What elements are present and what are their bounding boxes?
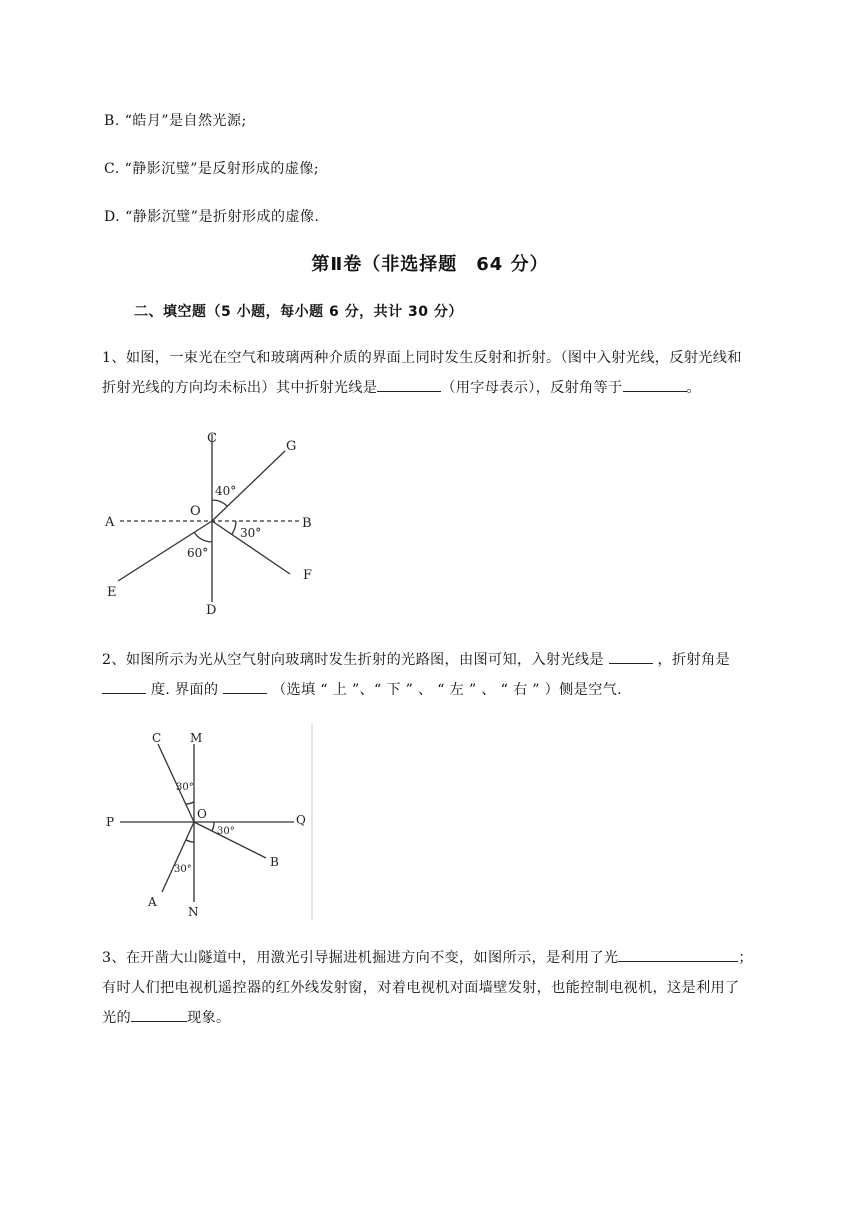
question-1-line-2: [102, 373, 802, 403]
question-2-line-2: [102, 675, 802, 705]
q1-blank-reflection-angle[interactable]: [623, 377, 687, 392]
fig1-label-o: O: [190, 504, 201, 519]
q3-blank-phenomenon[interactable]: [131, 1007, 187, 1022]
q1-text-a: 折射光线的方向均未标出）其中折射光线是: [102, 380, 378, 396]
q1-blank-refracted-ray[interactable]: [377, 377, 441, 392]
fig1-angle-top: 40°: [215, 484, 237, 498]
question-1-line-1: 1、如图，一束光在空气和玻璃两种介质的界面上同时发生反射和折射。（图中入射光线，反射光线和: [102, 350, 742, 366]
q1-text-c: 。: [686, 380, 702, 396]
fig1-label-f: F: [303, 568, 313, 583]
option-d: D. “静影沉璧”是折射形成的虚像.: [104, 209, 320, 225]
fig2-label-o: O: [197, 807, 207, 821]
q2-text-b: ，折射角是: [657, 652, 730, 668]
q1-text-b: （用字母表示），反射角等于: [441, 380, 623, 396]
section-title: 第Ⅱ卷（非选择题 64 分）: [311, 254, 549, 275]
question-3-line-3: [102, 1003, 802, 1033]
fig2-label-b: B: [270, 855, 279, 869]
fig1-angle-arc-top: [212, 500, 227, 506]
figure-1-light-diagram: [100, 424, 330, 620]
fig2-ray-oa: [162, 822, 194, 892]
question-3-line-2: 有时人们把电视机遥控器的红外线发射窗，对着电视机对面墙壁发射，也能控制电视机，这是利用了: [102, 980, 740, 996]
fig1-angle-bottom: 60°: [187, 546, 209, 560]
fig1-label-e: E: [107, 585, 117, 600]
fig2-angle-arc-right: [212, 822, 214, 831]
fig2-label-a: A: [148, 895, 157, 909]
q3-text-c: 光的: [102, 1010, 131, 1026]
figure-2-refraction-diagram: [100, 722, 316, 922]
fig2-angle-arc-bottom: [186, 840, 194, 842]
question-3-line-1: [102, 943, 802, 973]
option-c: C. “静影沉璧”是反射形成的虚像;: [104, 161, 320, 177]
fig2-angle-bottom: 30°: [174, 864, 192, 875]
fig1-label-d: D: [206, 603, 217, 618]
q3-text-b: ；: [738, 950, 753, 966]
fig1-angle-arc-bottom: [194, 532, 212, 542]
fig2-angle-arc-top: [186, 802, 194, 804]
fig2-label-m: M: [190, 731, 203, 745]
q2-text-a: 2、如图所示为光从空气射向玻璃时发生折射的光路图，由图可知，入射光线是: [102, 652, 604, 668]
q2-text-d: （选填 “ 上 ”、“ 下 ” 、 “ 左 ” 、 “ 右 ” ）侧是空气.: [272, 682, 622, 698]
q3-blank-propagation[interactable]: [618, 947, 738, 962]
fig2-angle-top: 30°: [176, 782, 194, 793]
fig2-label-q: Q: [296, 813, 306, 827]
fig2-label-c: C: [152, 731, 162, 745]
q3-text-d: 现象。: [186, 1010, 231, 1026]
fig1-label-g: G: [286, 439, 297, 454]
fig1-angle-arc-right: [232, 521, 236, 534]
q2-blank-refraction-angle[interactable]: [102, 679, 146, 694]
fig2-label-p: P: [106, 815, 115, 829]
fig1-angle-right: 30°: [240, 526, 262, 540]
q2-text-c: 度. 界面的: [150, 682, 219, 698]
option-b: B. “皓月”是自然光源;: [104, 113, 247, 129]
section-subtitle: 二、填空题（5 小题，每小题 6 分，共计 30 分）: [134, 304, 463, 320]
fig1-label-b: B: [302, 516, 312, 531]
fig1-label-a: A: [105, 515, 115, 530]
q2-blank-incident-ray[interactable]: [609, 649, 653, 664]
q3-text-a: 3、在开凿大山隧道中，用激光引导掘进机掘进方向不变，如图所示，是利用了光: [102, 950, 619, 966]
question-3: [102, 943, 802, 1033]
fig2-angle-right: 30°: [217, 826, 235, 837]
fig2-label-n: N: [188, 905, 199, 919]
question-2: [102, 645, 802, 705]
q2-blank-air-side[interactable]: [223, 679, 267, 694]
question-2-line-1: [102, 645, 802, 675]
fig1-label-c: C: [207, 431, 217, 446]
question-1: [102, 343, 802, 403]
